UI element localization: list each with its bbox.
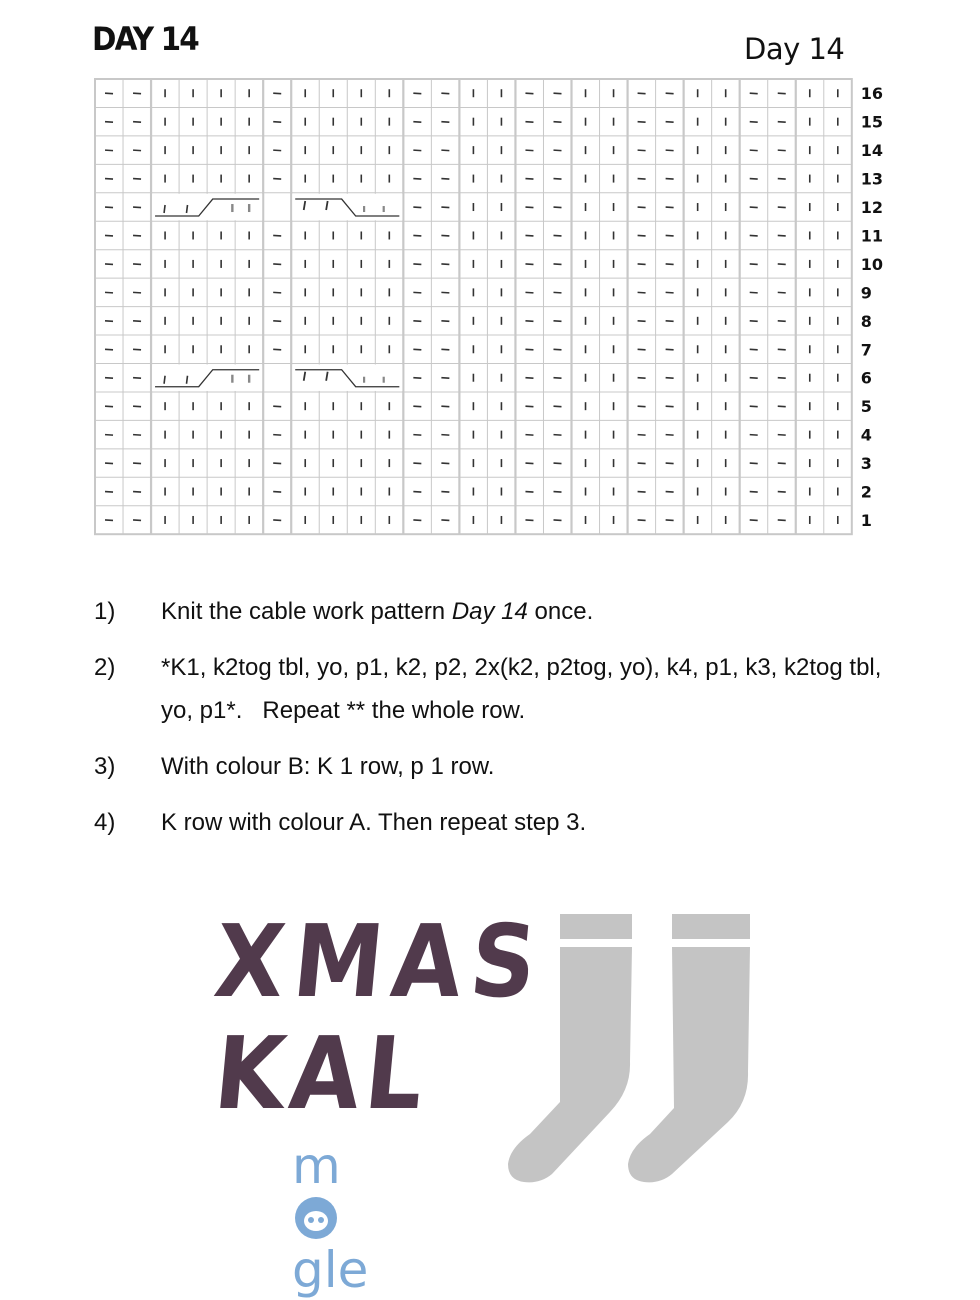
purl-symbol xyxy=(666,435,674,436)
purl-symbol xyxy=(413,406,421,407)
purl-symbol xyxy=(778,264,786,265)
purl-symbol xyxy=(105,292,113,293)
purl-symbol xyxy=(666,292,674,293)
purl-symbol xyxy=(105,150,113,151)
purl-symbol xyxy=(553,207,561,208)
purl-symbol xyxy=(750,179,758,180)
purl-symbol xyxy=(273,122,281,123)
purl-symbol xyxy=(105,264,113,265)
purl-symbol xyxy=(553,264,561,265)
purl-symbol xyxy=(525,292,533,293)
purl-symbol xyxy=(778,321,786,322)
purl-symbol xyxy=(638,520,646,521)
purl-symbol xyxy=(525,235,533,236)
purl-symbol xyxy=(638,179,646,180)
row-label: 15 xyxy=(860,112,884,132)
purl-symbol xyxy=(750,264,758,265)
purl-symbol xyxy=(525,463,533,464)
purl-symbol xyxy=(413,235,421,236)
purl-symbol xyxy=(666,520,674,521)
purl-symbol xyxy=(525,179,533,180)
step-number: 1) xyxy=(94,598,116,625)
purl-symbol xyxy=(273,264,281,265)
purl-symbol xyxy=(750,520,758,521)
purl-symbol xyxy=(750,349,758,350)
purl-symbol xyxy=(778,122,786,123)
purl-symbol xyxy=(553,321,561,322)
purl-symbol xyxy=(413,292,421,293)
purl-symbol xyxy=(273,435,281,436)
purl-symbol xyxy=(133,150,141,151)
purl-symbol xyxy=(750,122,758,123)
purl-symbol xyxy=(638,492,646,493)
purl-symbol xyxy=(666,150,674,151)
purl-symbol xyxy=(133,378,141,379)
purl-symbol xyxy=(666,492,674,493)
instruction-step-3 xyxy=(94,745,894,788)
purl-symbol xyxy=(666,406,674,407)
purl-symbol xyxy=(413,520,421,521)
purl-symbol xyxy=(666,235,674,236)
purl-symbol xyxy=(133,349,141,350)
purl-symbol xyxy=(638,292,646,293)
purl-symbol xyxy=(525,93,533,94)
purl-symbol xyxy=(133,321,141,322)
purl-symbol xyxy=(273,349,281,350)
purl-symbol xyxy=(553,406,561,407)
purl-symbol xyxy=(105,492,113,493)
purl-symbol xyxy=(441,435,449,436)
row-label: 4 xyxy=(860,425,872,445)
purl-symbol xyxy=(750,235,758,236)
purl-symbol xyxy=(133,179,141,180)
purl-symbol xyxy=(441,378,449,379)
purl-symbol xyxy=(413,349,421,350)
purl-symbol xyxy=(638,321,646,322)
purl-symbol xyxy=(778,492,786,493)
purl-symbol xyxy=(105,321,113,322)
row-label: 11 xyxy=(860,226,884,246)
purl-symbol xyxy=(105,235,113,236)
purl-symbol xyxy=(413,150,421,151)
purl-symbol xyxy=(413,492,421,493)
knit-symbol xyxy=(164,205,165,213)
purl-symbol xyxy=(413,321,421,322)
purl-symbol xyxy=(525,492,533,493)
purl-symbol xyxy=(750,150,758,151)
purl-symbol xyxy=(666,179,674,180)
purl-symbol xyxy=(778,520,786,521)
purl-symbol xyxy=(638,93,646,94)
purl-symbol xyxy=(133,435,141,436)
purl-symbol xyxy=(638,406,646,407)
purl-symbol xyxy=(750,378,758,379)
knitting-chart xyxy=(94,78,894,538)
instruction-step-4 xyxy=(94,801,894,844)
purl-symbol xyxy=(778,435,786,436)
purl-symbol xyxy=(441,122,449,123)
purl-symbol xyxy=(413,93,421,94)
purl-symbol xyxy=(638,435,646,436)
purl-symbol xyxy=(553,292,561,293)
sock-icon-right xyxy=(628,914,750,1182)
purl-symbol xyxy=(750,292,758,293)
purl-symbol xyxy=(413,463,421,464)
purl-symbol xyxy=(133,463,141,464)
purl-symbol xyxy=(553,235,561,236)
purl-symbol xyxy=(273,492,281,493)
knit-symbol xyxy=(186,376,187,384)
purl-symbol xyxy=(273,321,281,322)
purl-symbol xyxy=(441,207,449,208)
pattern-name: Day 14 xyxy=(451,598,528,625)
purl-symbol xyxy=(441,93,449,94)
purl-symbol xyxy=(105,463,113,464)
purl-symbol xyxy=(778,150,786,151)
purl-symbol xyxy=(553,93,561,94)
purl-symbol xyxy=(525,264,533,265)
purl-symbol xyxy=(638,463,646,464)
purl-symbol xyxy=(638,378,646,379)
purl-symbol xyxy=(750,463,758,464)
step-text: With colour B: K 1 row, p 1 row. xyxy=(161,753,495,780)
purl-symbol xyxy=(105,207,113,208)
purl-symbol xyxy=(273,406,281,407)
step-text: Knit the cable work pattern Day 14 once. xyxy=(161,598,594,625)
purl-symbol xyxy=(778,179,786,180)
purl-symbol xyxy=(273,179,281,180)
purl-symbol xyxy=(525,435,533,436)
purl-symbol xyxy=(441,349,449,350)
row-label: 10 xyxy=(860,254,884,274)
purl-symbol xyxy=(105,122,113,123)
socks-illustration xyxy=(500,912,770,1192)
purl-symbol xyxy=(413,378,421,379)
purl-symbol xyxy=(638,349,646,350)
purl-symbol xyxy=(750,321,758,322)
purl-symbol xyxy=(666,264,674,265)
purl-symbol xyxy=(133,207,141,208)
row-label: 14 xyxy=(860,141,884,161)
purl-symbol xyxy=(441,235,449,236)
row-label: 9 xyxy=(860,283,872,303)
purl-symbol xyxy=(413,179,421,180)
purl-symbol xyxy=(133,520,141,521)
logo-line-xmas: XMAS xyxy=(209,903,551,1020)
purl-symbol xyxy=(778,406,786,407)
purl-symbol xyxy=(666,349,674,350)
page-heading: DAY 14 xyxy=(92,20,198,58)
purl-symbol xyxy=(778,378,786,379)
purl-symbol xyxy=(525,406,533,407)
instruction-step-2 xyxy=(94,646,894,732)
row-label: 7 xyxy=(860,340,872,360)
purl-symbol xyxy=(638,235,646,236)
purl-symbol xyxy=(441,520,449,521)
purl-symbol xyxy=(273,292,281,293)
purl-symbol xyxy=(525,349,533,350)
purl-symbol xyxy=(273,93,281,94)
purl-symbol xyxy=(666,93,674,94)
row-label: 16 xyxy=(860,84,884,104)
purl-symbol xyxy=(441,264,449,265)
mogle-brand xyxy=(292,1136,369,1299)
purl-symbol xyxy=(105,93,113,94)
purl-symbol xyxy=(413,435,421,436)
purl-symbol xyxy=(133,93,141,94)
purl-symbol xyxy=(778,463,786,464)
purl-symbol xyxy=(133,292,141,293)
purl-symbol xyxy=(105,179,113,180)
purl-symbol xyxy=(525,321,533,322)
purl-symbol xyxy=(105,378,113,379)
purl-symbol xyxy=(666,122,674,123)
purl-symbol xyxy=(553,378,561,379)
purl-symbol xyxy=(105,406,113,407)
row-label: 6 xyxy=(860,368,872,388)
purl-symbol xyxy=(553,150,561,151)
purl-symbol xyxy=(441,463,449,464)
purl-symbol xyxy=(666,321,674,322)
purl-symbol xyxy=(133,406,141,407)
sheep-face-icon xyxy=(294,1196,338,1240)
row-label: 5 xyxy=(860,397,872,417)
sock-icon-left xyxy=(508,914,632,1182)
purl-symbol xyxy=(778,207,786,208)
purl-symbol xyxy=(638,207,646,208)
purl-symbol xyxy=(638,150,646,151)
knit-symbol xyxy=(164,376,165,384)
purl-symbol xyxy=(778,292,786,293)
row-label: 13 xyxy=(860,169,884,189)
purl-symbol xyxy=(750,492,758,493)
step-text: K row with colour A. Then repeat step 3. xyxy=(161,809,587,836)
purl-symbol xyxy=(525,150,533,151)
brand-prefix: m xyxy=(292,1137,341,1195)
step-number: 2) xyxy=(94,654,116,681)
purl-symbol xyxy=(525,122,533,123)
purl-symbol xyxy=(750,406,758,407)
purl-symbol xyxy=(525,378,533,379)
purl-symbol xyxy=(525,207,533,208)
row-label: 1 xyxy=(860,510,872,530)
purl-symbol xyxy=(441,150,449,151)
purl-symbol xyxy=(441,321,449,322)
purl-symbol xyxy=(105,435,113,436)
row-label: 8 xyxy=(860,311,872,331)
purl-symbol xyxy=(133,235,141,236)
purl-symbol xyxy=(525,520,533,521)
purl-symbol xyxy=(273,150,281,151)
purl-symbol xyxy=(133,492,141,493)
purl-symbol xyxy=(441,179,449,180)
purl-symbol xyxy=(553,179,561,180)
purl-symbol xyxy=(553,520,561,521)
brand-suffix: gle xyxy=(292,1241,369,1299)
purl-symbol xyxy=(750,435,758,436)
step-number: 4) xyxy=(94,809,116,836)
chart-title: Day 14 xyxy=(744,32,845,66)
step-text: *K1, k2tog tbl, yo, p1, k2, p2, 2x(k2, p2tog, yo), k4, p1, k3, k2tog tbl, yo, p1*. Repeat ** the whole row. xyxy=(161,654,889,724)
purl-symbol xyxy=(273,520,281,521)
logo-line-kal: KAL xyxy=(209,1015,434,1132)
purl-symbol xyxy=(413,207,421,208)
purl-symbol xyxy=(273,463,281,464)
purl-symbol xyxy=(441,406,449,407)
instruction-list xyxy=(94,590,894,857)
purl-symbol xyxy=(666,463,674,464)
purl-symbol xyxy=(553,492,561,493)
purl-symbol xyxy=(778,235,786,236)
purl-symbol xyxy=(778,349,786,350)
purl-symbol xyxy=(553,435,561,436)
purl-symbol xyxy=(778,93,786,94)
purl-symbol xyxy=(638,122,646,123)
purl-symbol xyxy=(666,378,674,379)
purl-symbol xyxy=(553,463,561,464)
purl-symbol xyxy=(441,492,449,493)
row-label: 2 xyxy=(860,482,872,502)
knit-symbol xyxy=(186,205,187,213)
step-number: 3) xyxy=(94,753,116,780)
purl-symbol xyxy=(133,122,141,123)
purl-symbol xyxy=(441,292,449,293)
purl-symbol xyxy=(273,235,281,236)
purl-symbol xyxy=(105,349,113,350)
purl-symbol xyxy=(553,349,561,350)
row-label: 3 xyxy=(860,454,872,474)
row-label: 12 xyxy=(860,198,884,218)
instruction-step-1 xyxy=(94,590,894,633)
purl-symbol xyxy=(553,122,561,123)
purl-symbol xyxy=(750,207,758,208)
purl-symbol xyxy=(105,520,113,521)
purl-symbol xyxy=(666,207,674,208)
purl-symbol xyxy=(638,264,646,265)
purl-symbol xyxy=(413,122,421,123)
purl-symbol xyxy=(750,93,758,94)
purl-symbol xyxy=(133,264,141,265)
purl-symbol xyxy=(413,264,421,265)
